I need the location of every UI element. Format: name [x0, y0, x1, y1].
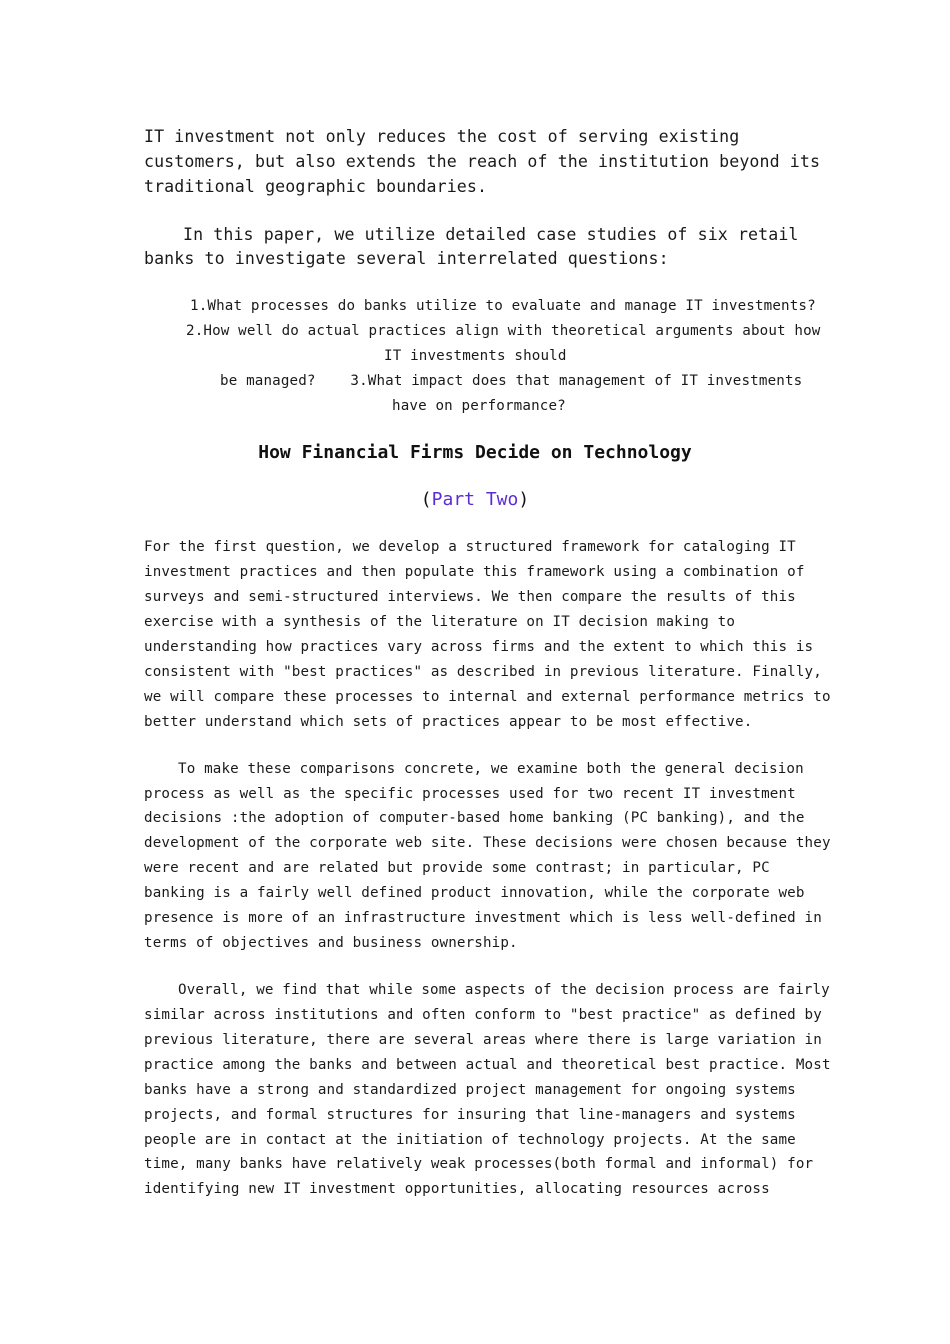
body-line: identifying new IT investment opportunities, allocating resources across — [144, 1181, 770, 1197]
body-line: For the first question, we develop a structured framework for cataloging IT — [144, 539, 796, 555]
section-subtitle — [0, 489, 950, 510]
body-line: Overall, we find that while some aspects of the decision process are fairly — [178, 982, 830, 998]
body-line: similar across institutions and often conform to "best practice" as defined by — [144, 1007, 822, 1023]
body-line: time, many banks have relatively weak processes(both formal and informal) for — [144, 1156, 814, 1172]
body-line: decisions :the adoption of computer-based home banking (PC banking), and the — [144, 810, 805, 826]
body-line: consistent with "best practices" as described in previous literature. Finally, — [144, 664, 822, 680]
body-line: investment practices and then populate this framework using a combination of — [144, 564, 805, 580]
question-item: be managed? 3.What impact does that management of IT investments — [220, 373, 803, 389]
body-line: we will compare these processes to internal and external performance metrics to — [144, 689, 831, 705]
body-line: To make these comparisons concrete, we examine both the general decision — [178, 761, 804, 777]
question-item-continued: have on performance? — [392, 398, 566, 414]
body-line: process as well as the specific processes used for two recent IT investment — [144, 786, 796, 802]
body-line: banks have a strong and standardized project management for ongoing systems — [144, 1082, 796, 1098]
paper-intro-line: In this paper, we utilize detailed case studies of six retail — [183, 225, 799, 244]
question-item: 2.How well do actual practices align with theoretical arguments about how — [186, 323, 821, 339]
body-line: presence is more of an infrastructure investment which is less well-defined in — [144, 910, 822, 926]
question-item-continued: IT investments should — [384, 348, 567, 364]
body-line: were recent and are related but provide some contrast; in particular, PC — [144, 860, 770, 876]
body-line: development of the corporate web site. These decisions were chosen because they — [144, 835, 831, 851]
paper-intro-line: banks to investigate several interrelated questions: — [144, 249, 669, 268]
body-line: projects, and formal structures for insuring that line-managers and systems — [144, 1107, 796, 1123]
intro-line: customers, but also extends the reach of the institution beyond its — [144, 152, 821, 171]
body-line: people are in contact at the initiation of technology projects. At the same — [144, 1132, 796, 1148]
intro-line: traditional geographic boundaries. — [144, 177, 488, 196]
body-line: surveys and semi-structured interviews. We then compare the results of this — [144, 589, 796, 605]
body-line: understanding how practices vary across firms and the extent to which this is — [144, 639, 814, 655]
body-line: practice among the banks and between actual and theoretical best practice. Most — [144, 1057, 831, 1073]
subtitle-part-label: Part Two — [431, 489, 519, 510]
body-line: terms of objectives and business ownership. — [144, 935, 518, 951]
subtitle-open-paren: ( — [420, 489, 432, 510]
body-line: exercise with a synthesis of the literature on IT decision making to — [144, 614, 736, 630]
body-line: better understand which sets of practices appear to be most effective. — [144, 714, 753, 730]
section-title: How Financial Firms Decide on Technology — [258, 442, 692, 463]
body-line: banking is a fairly well defined product innovation, while the corporate web — [144, 885, 805, 901]
body-line: previous literature, there are several areas where there is large variation in — [144, 1032, 822, 1048]
intro-line: IT investment not only reduces the cost of serving existing — [144, 127, 740, 146]
question-item: 1.What processes do banks utilize to evaluate and manage IT investments? — [190, 298, 816, 314]
subtitle-close-paren: ) — [518, 489, 530, 510]
